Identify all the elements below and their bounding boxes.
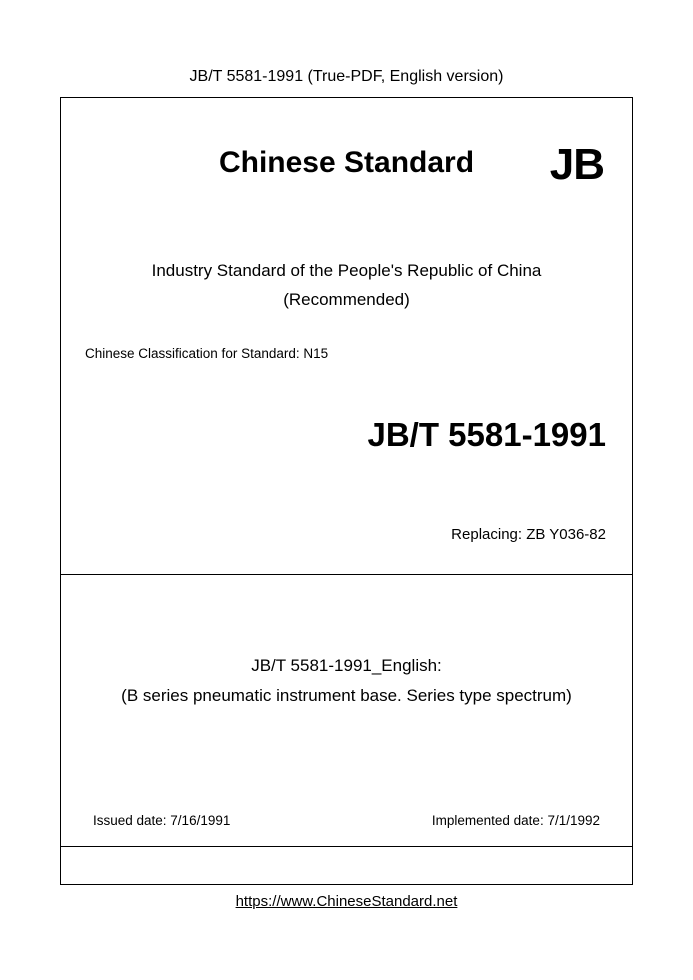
- english-title-line-1: JB/T 5581-1991_English:: [251, 656, 442, 675]
- footer-url-container[interactable]: [0, 893, 693, 910]
- english-title-line-2: (B series pneumatic instrument base. Series type spectrum): [121, 686, 572, 705]
- cover-middle-section: [61, 575, 632, 847]
- replacing-text: Replacing: ZB Y036-82: [451, 526, 606, 543]
- dates-row: [61, 813, 632, 828]
- title-row: [61, 140, 632, 202]
- page-header-text: JB/T 5581-1991 (True-PDF, English version): [189, 68, 504, 85]
- issued-date: Issued date: 7/16/1991: [93, 813, 231, 828]
- english-title-block: [61, 651, 632, 711]
- cover-frame: [60, 97, 633, 885]
- subtitle-line-1: Industry Standard of the People's Republic of China: [151, 261, 542, 280]
- subtitle-block: [61, 256, 632, 314]
- footer-url-link[interactable]: https://www.ChineseStandard.net: [235, 893, 458, 910]
- jb-logo: JB: [549, 140, 604, 189]
- page-title: Chinese Standard: [218, 146, 475, 179]
- classification-text: Chinese Classification for Standard: N15: [85, 346, 329, 361]
- cover-bottom-section: [61, 847, 632, 882]
- implemented-date: Implemented date: 7/1/1992: [431, 813, 600, 828]
- standard-number: JB/T 5581-1991: [367, 416, 606, 453]
- subtitle-line-2: (Recommended): [283, 290, 410, 309]
- cover-top-section: [61, 98, 632, 575]
